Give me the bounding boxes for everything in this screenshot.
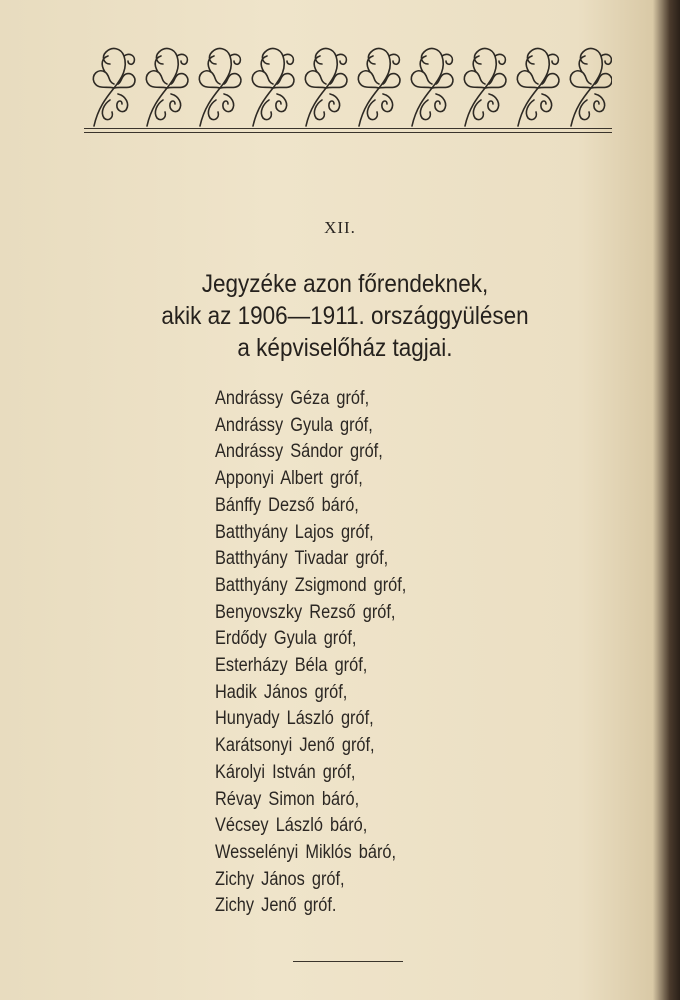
leaf-scroll-ornament-icon (84, 42, 612, 134)
page-title (35, 268, 656, 364)
title-line-2: akik az 1906—1911. országgyülésen (161, 302, 529, 330)
list-item: Esterházy Béla gróf, (215, 655, 368, 677)
list-item: Erdődy Gyula gróf, (215, 628, 357, 650)
title-line-3: a képviselőház tagjai. (237, 334, 453, 362)
end-rule (293, 961, 403, 962)
list-item: Karátsonyi Jenő gróf, (215, 735, 375, 757)
title-line-1: Jegyzéke azon főrendeknek, (201, 270, 489, 298)
list-item: Zichy János gróf, (215, 868, 345, 890)
list-item: Révay Simon báró, (215, 788, 360, 810)
list-item: Batthyány Lajos gróf, (215, 521, 374, 543)
list-item: Andrássy Géza gróf, (215, 388, 370, 409)
list-item: Zichy Jenő gróf. (215, 895, 337, 917)
list-item: Vécsey László báró, (215, 815, 368, 837)
ornament-rule-bottom (84, 132, 612, 133)
list-item: Batthyány Zsigmond gróf, (215, 574, 407, 596)
list-item: Andrássy Gyula gróf, (215, 414, 373, 436)
list-item: Benyovszky Rezső gróf, (215, 601, 396, 623)
list-item: Hadik János gróf, (215, 681, 348, 703)
list-item: Andrássy Sándor gróf, (215, 441, 383, 463)
list-item: Károlyi István gróf, (215, 761, 356, 783)
chapter-number: XII. (324, 218, 356, 237)
list-item: Bánffy Dezső báró, (215, 494, 359, 516)
ornament-rule-top (84, 128, 612, 129)
list-item: Hunyady László gróf, (215, 708, 374, 730)
list-item: Batthyány Tivadar gróf, (215, 548, 389, 570)
list-item: Apponyi Albert gróf, (215, 468, 363, 490)
list-item: Wesselényi Miklós báró, (215, 841, 397, 863)
member-list (215, 386, 438, 920)
